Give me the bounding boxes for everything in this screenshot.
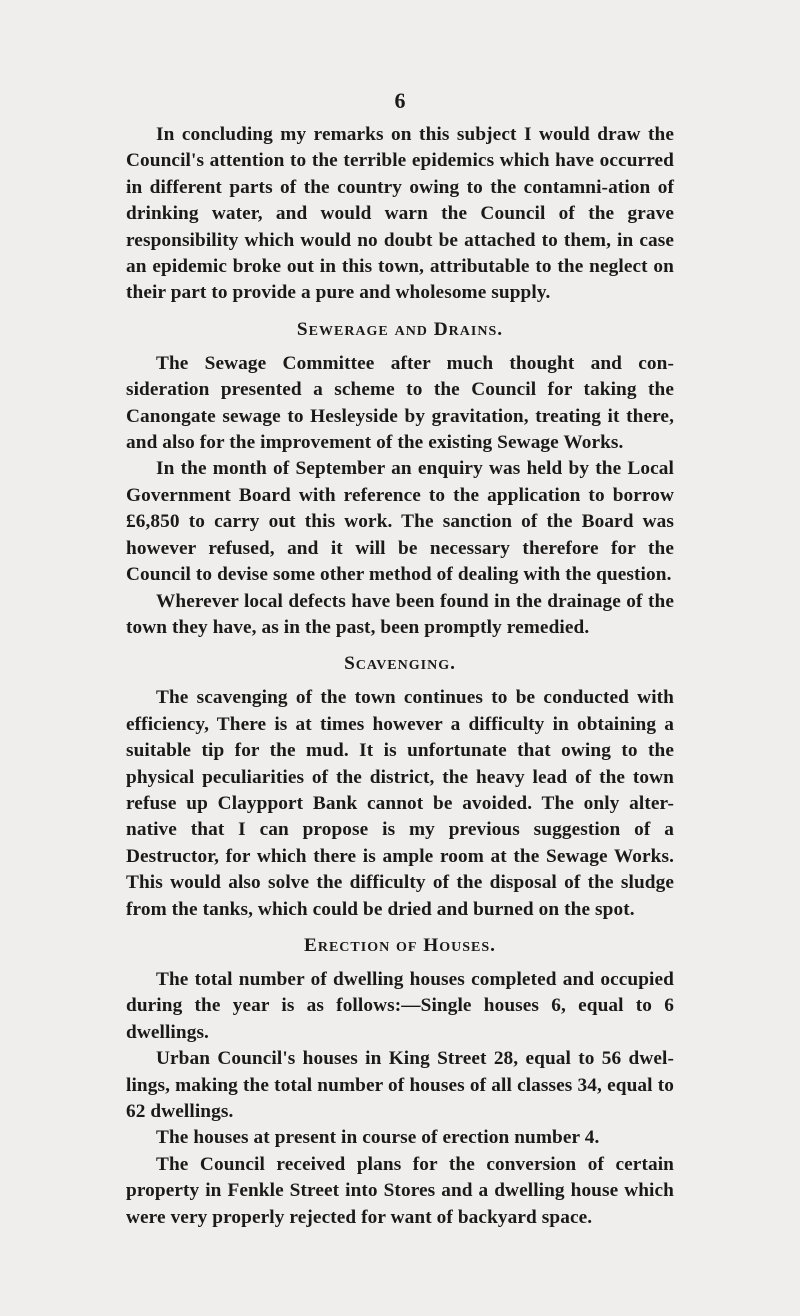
page-number: 6 [394,88,406,113]
sewerage-paragraph: In the month of September an enquiry was held by the Local Government Board with reference to the application to borrow £6,850 to carry out this work. The sanction of the Board was however refused, and it will be necessary therefore for the Council to devise some other method of dealing with the question. [126,458,674,586]
intro-paragraph: In concluding my remarks on this subject I would draw the Council's attention to the terrible epidemics which have occurred in different parts of the country owing to the contamni-ation of drinking water, and would warn the Council of the grave responsibility which would no doubt be attached to them, in case an epidemic broke out in this town, attributable to the neglect on their part to provide a pure and wholesome supply. [126,124,674,304]
sewerage-paragraph: Wherever local defects have been found in the drainage of the town they have, as in the past, been promptly remedied. [126,590,674,638]
sewerage-paragraph: The Sewage Committee after much thought and con-sideration presented a scheme to the Council for taking the Canongate sewage to Hesleyside by gravitation, treating it there, and also for the improvement of the existing Sewage Works. [126,352,674,454]
heading-erection-of-houses: Erection of Houses. [303,934,496,956]
houses-paragraph: The Council received plans for the conversion of certain property in Fenkle Street into Stores and a dwelling house which were very properly rejected for want of backyard space. [126,1153,674,1228]
heading-scavenging: Scavenging. [344,653,456,675]
houses-paragraph: The total number of dwelling houses completed and occupied during the year is as follows:—Single houses 6, equal to 6 dwellings. [126,968,674,1043]
heading-sewerage-and-drains: Sewerage and Drains. [296,318,504,340]
document-body [126,122,674,1231]
scavenging-paragraph: The scavenging of the town continues to be conducted with efficiency, There is at times however a difficulty in obtaining a suitable tip for the mud. It is unfortunate that owing to the physical peculiarities of the district, the heavy lead of the town refuse up Claypport Bank cannot be avoided. The only alter-native that I can propose is my previous suggestion of a Destructor, for which there is ample room at the Sewage Works. This would also solve the difficulty of the disposal of the sludge from the tanks, which could be dried and burned on the spot. [126,687,674,920]
houses-paragraph: The houses at present in course of erection number 4. [156,1127,600,1149]
houses-paragraph: Urban Council's houses in King Street 28, equal to 56 dwel-lings, making the total number of houses of all classes 34, equal to 62 dwellings. [126,1048,674,1122]
